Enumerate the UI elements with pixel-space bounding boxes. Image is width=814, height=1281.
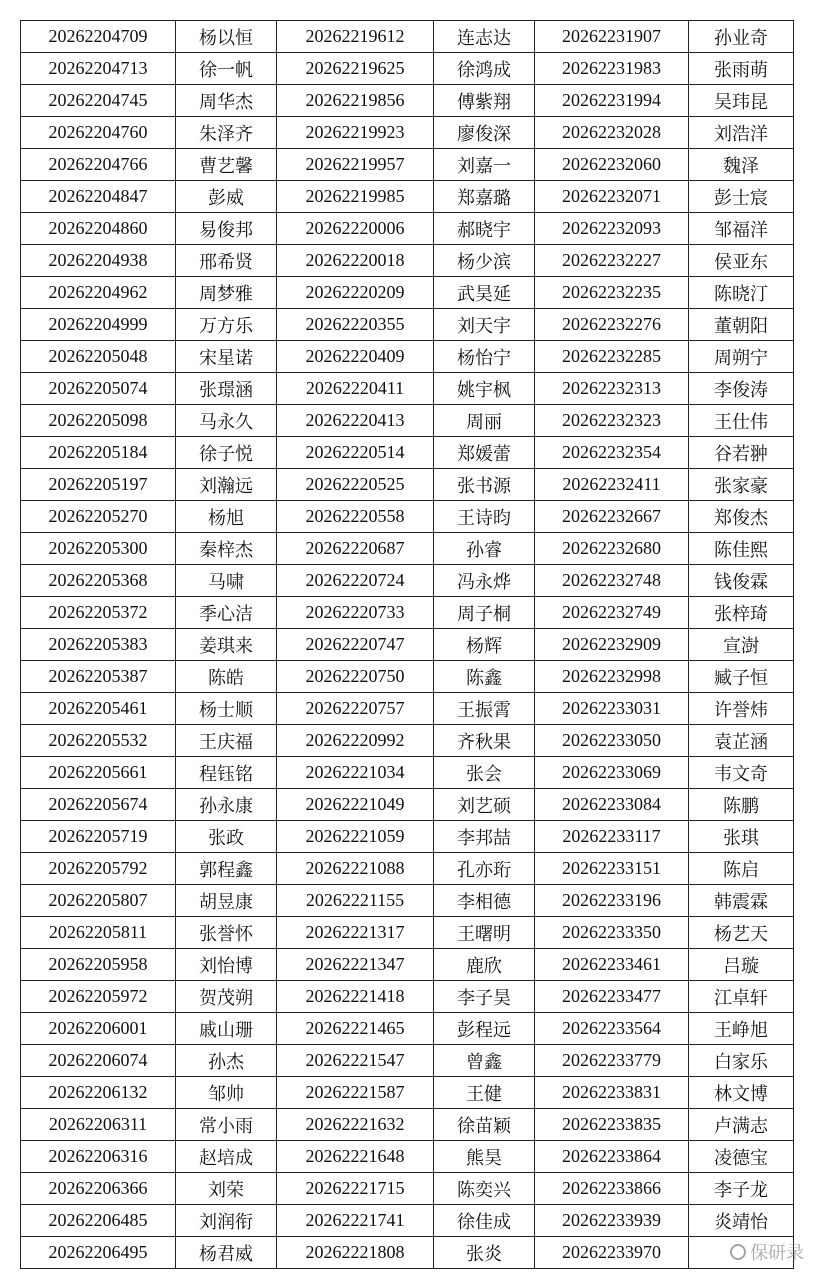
- student-name-cell: 张书源: [434, 469, 535, 501]
- table-row: [21, 181, 794, 213]
- student-name-cell: 杨君威: [176, 1237, 277, 1269]
- student-id-cell: 20262205719: [21, 821, 176, 853]
- student-name-cell: 邢希贤: [176, 245, 277, 277]
- roster-body: [21, 21, 794, 1269]
- watermark-text: 保研录: [750, 1243, 804, 1264]
- student-name-cell: 孙业奇: [689, 21, 794, 53]
- student-id-cell: 20262221059: [277, 821, 434, 853]
- student-name-cell: 万方乐: [176, 309, 277, 341]
- student-id-cell: 20262205811: [21, 917, 176, 949]
- student-name-cell: 刘润衔: [176, 1205, 277, 1237]
- student-name-cell: 张家豪: [689, 469, 794, 501]
- student-name-cell: 鹿欣: [434, 949, 535, 981]
- table-row: [21, 821, 794, 853]
- student-id-cell: 20262205048: [21, 341, 176, 373]
- student-id-cell: 20262206001: [21, 1013, 176, 1045]
- student-id-cell: 20262219957: [277, 149, 434, 181]
- student-name-cell: 郑媛蕾: [434, 437, 535, 469]
- student-name-cell: 孔亦珩: [434, 853, 535, 885]
- student-id-cell: 20262204847: [21, 181, 176, 213]
- student-name-cell: 刘浩洋: [689, 117, 794, 149]
- student-id-cell: 20262232060: [535, 149, 689, 181]
- table-row: [21, 565, 794, 597]
- student-id-cell: 20262205461: [21, 693, 176, 725]
- student-id-cell: 20262220992: [277, 725, 434, 757]
- student-name-cell: 廖俊深: [434, 117, 535, 149]
- student-id-cell: 20262204760: [21, 117, 176, 149]
- table-row: [21, 85, 794, 117]
- student-id-cell: 20262220514: [277, 437, 434, 469]
- student-name-cell: 吴玮昆: [689, 85, 794, 117]
- student-name-cell: 陈皓: [176, 661, 277, 693]
- student-id-cell: 20262232093: [535, 213, 689, 245]
- student-id-cell: 20262221632: [277, 1109, 434, 1141]
- student-id-cell: 20262233461: [535, 949, 689, 981]
- student-id-cell: 20262219923: [277, 117, 434, 149]
- circle-logo-icon: [730, 1244, 746, 1260]
- student-name-cell: 贺茂朔: [176, 981, 277, 1013]
- student-id-cell: 20262204962: [21, 277, 176, 309]
- student-name-cell: 郑俊杰: [689, 501, 794, 533]
- student-name-cell: 魏泽: [689, 149, 794, 181]
- student-id-cell: 20262221808: [277, 1237, 434, 1269]
- student-name-cell: 李子昊: [434, 981, 535, 1013]
- student-id-cell: 20262221049: [277, 789, 434, 821]
- student-id-cell: 20262221741: [277, 1205, 434, 1237]
- student-id-cell: 20262204766: [21, 149, 176, 181]
- table-row: [21, 789, 794, 821]
- table-row: [21, 1205, 794, 1237]
- student-id-cell: 20262220409: [277, 341, 434, 373]
- student-id-cell: 20262205184: [21, 437, 176, 469]
- student-id-cell: 20262232227: [535, 245, 689, 277]
- student-name-cell: 彭程远: [434, 1013, 535, 1045]
- student-id-cell: 20262221088: [277, 853, 434, 885]
- student-id-cell: 20262232235: [535, 277, 689, 309]
- student-name-cell: 张誉怀: [176, 917, 277, 949]
- student-name-cell: 常小雨: [176, 1109, 277, 1141]
- student-name-cell: 王诗昀: [434, 501, 535, 533]
- student-name-cell: 刘瀚远: [176, 469, 277, 501]
- student-name-cell: 张琪: [689, 821, 794, 853]
- student-name-cell: 曹艺馨: [176, 149, 277, 181]
- student-name-cell: 徐佳成: [434, 1205, 535, 1237]
- student-name-cell: 朱泽齐: [176, 117, 277, 149]
- student-id-cell: 20262232028: [535, 117, 689, 149]
- student-roster-table: [20, 20, 794, 1269]
- student-id-cell: 20262233831: [535, 1077, 689, 1109]
- table-row: [21, 949, 794, 981]
- student-name-cell: 张雨萌: [689, 53, 794, 85]
- student-id-cell: 20262205807: [21, 885, 176, 917]
- student-id-cell: 20262232667: [535, 501, 689, 533]
- student-id-cell: 20262205387: [21, 661, 176, 693]
- student-name-cell: 孙永康: [176, 789, 277, 821]
- student-name-cell: 连志达: [434, 21, 535, 53]
- student-name-cell: 徐苗颖: [434, 1109, 535, 1141]
- student-name-cell: 陈启: [689, 853, 794, 885]
- student-id-cell: 20262232323: [535, 405, 689, 437]
- student-id-cell: 20262232313: [535, 373, 689, 405]
- student-id-cell: 20262221034: [277, 757, 434, 789]
- student-name-cell: 徐一帆: [176, 53, 277, 85]
- table-row: [21, 1077, 794, 1109]
- student-name-cell: 陈鑫: [434, 661, 535, 693]
- student-id-cell: 20262233196: [535, 885, 689, 917]
- table-row: [21, 405, 794, 437]
- student-name-cell: 邹帅: [176, 1077, 277, 1109]
- student-id-cell: 20262221465: [277, 1013, 434, 1045]
- student-name-cell: 姚宇枫: [434, 373, 535, 405]
- student-name-cell: 李子龙: [689, 1173, 794, 1205]
- student-id-cell: 20262221317: [277, 917, 434, 949]
- student-id-cell: 20262221418: [277, 981, 434, 1013]
- student-id-cell: 20262233477: [535, 981, 689, 1013]
- student-id-cell: 20262219985: [277, 181, 434, 213]
- student-name-cell: 炎靖怡: [689, 1205, 794, 1237]
- student-name-cell: 徐鸿成: [434, 53, 535, 85]
- student-id-cell: 20262219856: [277, 85, 434, 117]
- student-id-cell: 20262232748: [535, 565, 689, 597]
- student-name-cell: 王振霄: [434, 693, 535, 725]
- table-row: [21, 1045, 794, 1077]
- student-id-cell: 20262220687: [277, 533, 434, 565]
- student-id-cell: 20262232276: [535, 309, 689, 341]
- student-id-cell: 20262205958: [21, 949, 176, 981]
- table-row: [21, 725, 794, 757]
- student-id-cell: 20262220209: [277, 277, 434, 309]
- student-id-cell: 20262220724: [277, 565, 434, 597]
- student-id-cell: 20262205372: [21, 597, 176, 629]
- student-name-cell: 程钰铭: [176, 757, 277, 789]
- student-id-cell: 20262206485: [21, 1205, 176, 1237]
- student-id-cell: 20262204709: [21, 21, 176, 53]
- student-name-cell: 刘怡博: [176, 949, 277, 981]
- table-row: [21, 53, 794, 85]
- student-name-cell: 胡昱康: [176, 885, 277, 917]
- student-id-cell: 20262220747: [277, 629, 434, 661]
- student-name-cell: 董朝阳: [689, 309, 794, 341]
- student-id-cell: 20262233864: [535, 1141, 689, 1173]
- student-name-cell: 王庆福: [176, 725, 277, 757]
- student-name-cell: 彭威: [176, 181, 277, 213]
- student-id-cell: 20262233084: [535, 789, 689, 821]
- student-id-cell: 20262231907: [535, 21, 689, 53]
- student-id-cell: 20262204713: [21, 53, 176, 85]
- student-name-cell: 傅紫翔: [434, 85, 535, 117]
- student-name-cell: 白家乐: [689, 1045, 794, 1077]
- student-id-cell: 20262221155: [277, 885, 434, 917]
- student-name-cell: 周子桐: [434, 597, 535, 629]
- student-id-cell: 20262232071: [535, 181, 689, 213]
- student-id-cell: 20262205074: [21, 373, 176, 405]
- table-row: [21, 501, 794, 533]
- student-id-cell: 20262221715: [277, 1173, 434, 1205]
- student-id-cell: 20262206366: [21, 1173, 176, 1205]
- student-id-cell: 20262233117: [535, 821, 689, 853]
- table-row: [21, 245, 794, 277]
- student-name-cell: 钱俊霖: [689, 565, 794, 597]
- table-row: [21, 661, 794, 693]
- watermark: [730, 1239, 804, 1265]
- student-id-cell: 20262205674: [21, 789, 176, 821]
- student-id-cell: 20262220018: [277, 245, 434, 277]
- student-id-cell: 20262206316: [21, 1141, 176, 1173]
- student-id-cell: 20262206311: [21, 1109, 176, 1141]
- student-id-cell: 20262205197: [21, 469, 176, 501]
- student-name-cell: 周朔宁: [689, 341, 794, 373]
- student-name-cell: 赵培成: [176, 1141, 277, 1173]
- student-id-cell: 20262206132: [21, 1077, 176, 1109]
- student-name-cell: 冯永烨: [434, 565, 535, 597]
- table-row: [21, 1013, 794, 1045]
- table-row: [21, 853, 794, 885]
- student-id-cell: 20262233031: [535, 693, 689, 725]
- student-name-cell: 李相德: [434, 885, 535, 917]
- student-name-cell: 林文博: [689, 1077, 794, 1109]
- table-row: [21, 885, 794, 917]
- student-id-cell: 20262220413: [277, 405, 434, 437]
- student-name-cell: 戚山珊: [176, 1013, 277, 1045]
- student-name-cell: 吕璇: [689, 949, 794, 981]
- student-id-cell: 20262233970: [535, 1237, 689, 1269]
- student-id-cell: 20262205792: [21, 853, 176, 885]
- student-id-cell: 20262232680: [535, 533, 689, 565]
- table-row: [21, 309, 794, 341]
- student-id-cell: 20262205368: [21, 565, 176, 597]
- student-name-cell: 季心洁: [176, 597, 277, 629]
- student-name-cell: 刘嘉一: [434, 149, 535, 181]
- student-name-cell: 臧子恒: [689, 661, 794, 693]
- table-row: [21, 917, 794, 949]
- table-row: [21, 1237, 794, 1269]
- student-name-cell: 王峥旭: [689, 1013, 794, 1045]
- table-row: [21, 981, 794, 1013]
- student-name-cell: 郝晓宇: [434, 213, 535, 245]
- student-id-cell: 20262233835: [535, 1109, 689, 1141]
- student-name-cell: 张璟涵: [176, 373, 277, 405]
- student-name-cell: 李俊涛: [689, 373, 794, 405]
- table-row: [21, 341, 794, 373]
- table-row: [21, 213, 794, 245]
- student-id-cell: 20262221648: [277, 1141, 434, 1173]
- student-id-cell: 20262231994: [535, 85, 689, 117]
- student-id-cell: 20262231983: [535, 53, 689, 85]
- student-name-cell: 杨怡宁: [434, 341, 535, 373]
- student-name-cell: 秦梓杰: [176, 533, 277, 565]
- student-name-cell: 刘艺硕: [434, 789, 535, 821]
- table-row: [21, 117, 794, 149]
- student-id-cell: 20262205383: [21, 629, 176, 661]
- table-row: [21, 629, 794, 661]
- student-id-cell: 20262204938: [21, 245, 176, 277]
- student-name-cell: 凌德宝: [689, 1141, 794, 1173]
- table-row: [21, 149, 794, 181]
- student-id-cell: 20262233939: [535, 1205, 689, 1237]
- student-name-cell: 徐子悦: [176, 437, 277, 469]
- student-id-cell: 20262233151: [535, 853, 689, 885]
- student-id-cell: 20262219625: [277, 53, 434, 85]
- student-id-cell: 20262220525: [277, 469, 434, 501]
- table-row: [21, 1141, 794, 1173]
- student-id-cell: 20262204745: [21, 85, 176, 117]
- student-name-cell: 易俊邦: [176, 213, 277, 245]
- student-name-cell: 陈晓汀: [689, 277, 794, 309]
- table-row: [21, 469, 794, 501]
- student-name-cell: 卢满志: [689, 1109, 794, 1141]
- student-id-cell: 20262233050: [535, 725, 689, 757]
- student-name-cell: 周丽: [434, 405, 535, 437]
- student-name-cell: 马永久: [176, 405, 277, 437]
- student-name-cell: 曾鑫: [434, 1045, 535, 1077]
- table-row: [21, 597, 794, 629]
- table-row: [21, 1109, 794, 1141]
- student-name-cell: 王仕伟: [689, 405, 794, 437]
- table-row: [21, 437, 794, 469]
- student-name-cell: 杨艺天: [689, 917, 794, 949]
- table-row: [21, 533, 794, 565]
- student-id-cell: 20262232285: [535, 341, 689, 373]
- student-name-cell: 熊昊: [434, 1141, 535, 1173]
- student-id-cell: 20262205972: [21, 981, 176, 1013]
- student-name-cell: 王曙明: [434, 917, 535, 949]
- student-id-cell: 20262219612: [277, 21, 434, 53]
- student-name-cell: 谷若翀: [689, 437, 794, 469]
- student-id-cell: 20262233564: [535, 1013, 689, 1045]
- student-name-cell: 陈奕兴: [434, 1173, 535, 1205]
- student-id-cell: 20262232909: [535, 629, 689, 661]
- student-name-cell: 杨辉: [434, 629, 535, 661]
- student-name-cell: 孙杰: [176, 1045, 277, 1077]
- student-id-cell: 20262204860: [21, 213, 176, 245]
- student-name-cell: 杨以恒: [176, 21, 277, 53]
- student-name-cell: 邹福洋: [689, 213, 794, 245]
- student-name-cell: 杨少滨: [434, 245, 535, 277]
- student-name-cell: 杨旭: [176, 501, 277, 533]
- student-id-cell: 20262220733: [277, 597, 434, 629]
- student-name-cell: 郑嘉璐: [434, 181, 535, 213]
- student-id-cell: 20262221587: [277, 1077, 434, 1109]
- student-name-cell: 孙睿: [434, 533, 535, 565]
- student-name-cell: 彭士宸: [689, 181, 794, 213]
- table-row: [21, 757, 794, 789]
- student-name-cell: 齐秋果: [434, 725, 535, 757]
- table-row: [21, 277, 794, 309]
- student-name-cell: 刘天宇: [434, 309, 535, 341]
- student-name-cell: 张会: [434, 757, 535, 789]
- student-name-cell: 马啸: [176, 565, 277, 597]
- student-name-cell: 王健: [434, 1077, 535, 1109]
- student-id-cell: 20262233350: [535, 917, 689, 949]
- student-id-cell: 20262205270: [21, 501, 176, 533]
- student-id-cell: 20262205661: [21, 757, 176, 789]
- student-id-cell: 20262220757: [277, 693, 434, 725]
- student-name-cell: 陈佳熙: [689, 533, 794, 565]
- student-id-cell: 20262221547: [277, 1045, 434, 1077]
- student-name-cell: 周梦雅: [176, 277, 277, 309]
- student-id-cell: 20262220750: [277, 661, 434, 693]
- student-name-cell: 杨士顺: [176, 693, 277, 725]
- table-row: [21, 1173, 794, 1205]
- student-name-cell: 宋星诺: [176, 341, 277, 373]
- student-name-cell: 韩震霖: [689, 885, 794, 917]
- student-id-cell: 20262205098: [21, 405, 176, 437]
- student-name-cell: 周华杰: [176, 85, 277, 117]
- student-id-cell: 20262206074: [21, 1045, 176, 1077]
- table-row: [21, 373, 794, 405]
- student-id-cell: 20262220006: [277, 213, 434, 245]
- student-name-cell: 袁芷涵: [689, 725, 794, 757]
- student-id-cell: 20262232998: [535, 661, 689, 693]
- student-name-cell: 张炎: [434, 1237, 535, 1269]
- student-name-cell: 侯亚东: [689, 245, 794, 277]
- student-name-cell: 张梓琦: [689, 597, 794, 629]
- student-id-cell: 20262233866: [535, 1173, 689, 1205]
- student-id-cell: 20262233069: [535, 757, 689, 789]
- student-name-cell: 郭程鑫: [176, 853, 277, 885]
- student-name-cell: 宣澍: [689, 629, 794, 661]
- student-name-cell: 刘荣: [176, 1173, 277, 1205]
- student-id-cell: 20262233779: [535, 1045, 689, 1077]
- student-id-cell: 20262205532: [21, 725, 176, 757]
- student-id-cell: 20262206495: [21, 1237, 176, 1269]
- student-id-cell: 20262232411: [535, 469, 689, 501]
- student-name-cell: 姜琪来: [176, 629, 277, 661]
- student-id-cell: 20262220558: [277, 501, 434, 533]
- student-id-cell: 20262220355: [277, 309, 434, 341]
- student-id-cell: 20262232749: [535, 597, 689, 629]
- student-name-cell: 许誉炜: [689, 693, 794, 725]
- student-id-cell: 20262220411: [277, 373, 434, 405]
- student-id-cell: 20262221347: [277, 949, 434, 981]
- student-name-cell: 陈鹏: [689, 789, 794, 821]
- table-row: [21, 693, 794, 725]
- student-name-cell: 韦文奇: [689, 757, 794, 789]
- student-name-cell: 张政: [176, 821, 277, 853]
- student-id-cell: 20262205300: [21, 533, 176, 565]
- student-name-cell: 武昊延: [434, 277, 535, 309]
- student-name-cell: 江卓轩: [689, 981, 794, 1013]
- student-name-cell: 李邦喆: [434, 821, 535, 853]
- student-id-cell: 20262232354: [535, 437, 689, 469]
- table-row: [21, 21, 794, 53]
- student-id-cell: 20262204999: [21, 309, 176, 341]
